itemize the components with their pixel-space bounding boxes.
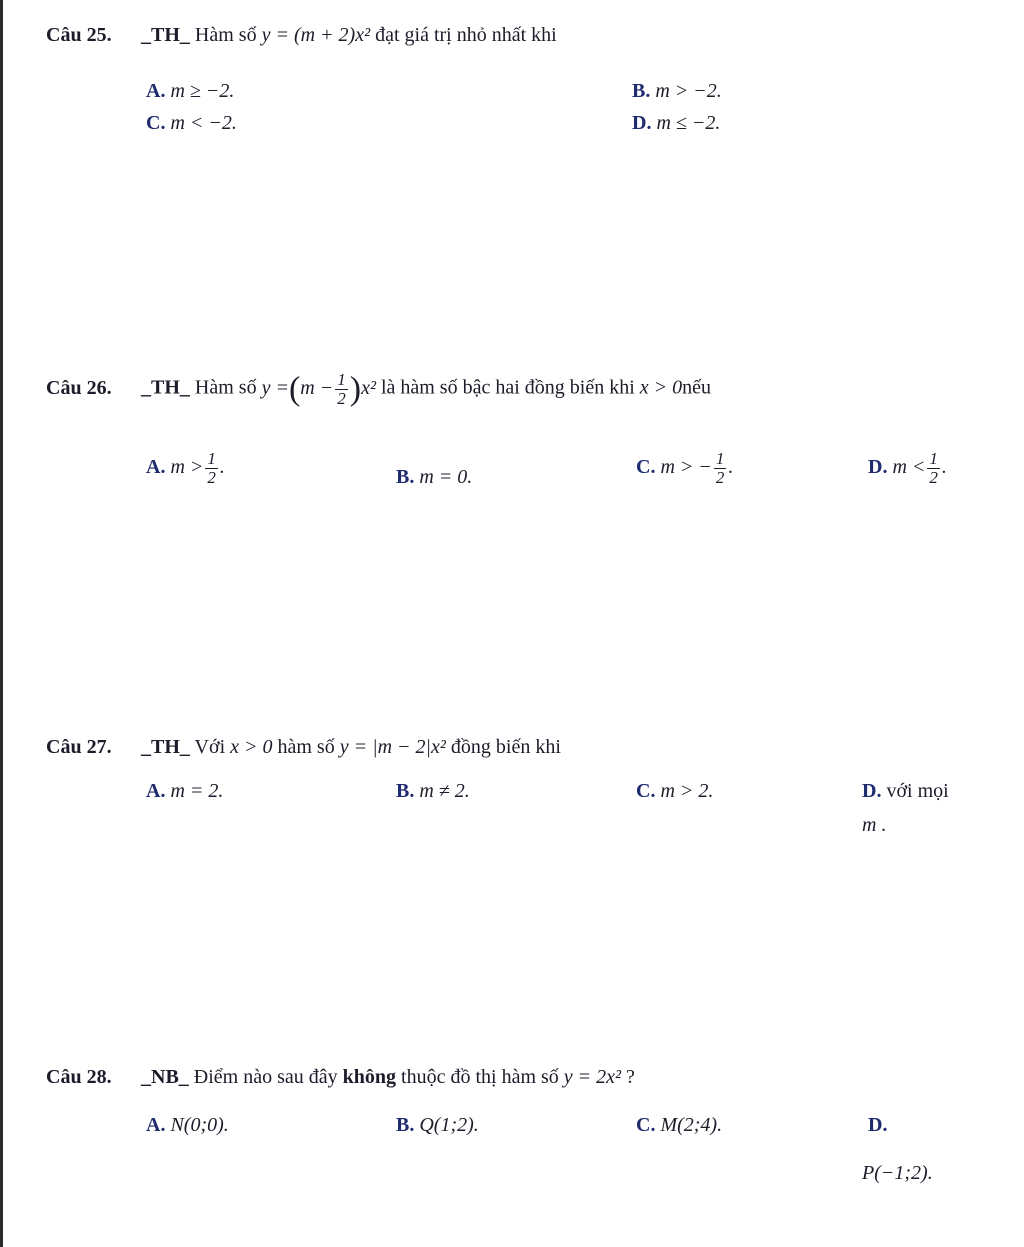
question-text: Hàm số <box>194 24 257 46</box>
question-text: Hàm số <box>194 376 257 399</box>
option-a[interactable]: A. N(0;0). <box>146 1114 229 1136</box>
condition: x > 0 <box>639 376 683 399</box>
formula: y = (m + 2)x² <box>261 24 371 46</box>
option-b[interactable]: B. m = 0. <box>396 466 473 488</box>
question-text: Điểm nào sau đây <box>193 1066 338 1088</box>
option-c[interactable]: C. m < −2. <box>146 112 237 134</box>
formula: y = 2x² <box>563 1066 622 1088</box>
question-tag: _TH_ <box>141 736 190 758</box>
question-number: Câu 25. <box>46 24 112 46</box>
question-text: là hàm số bậc hai đồng biến khi <box>380 376 635 399</box>
formula: y =(m − $\frac{1}{2}$ )x² <box>261 369 376 408</box>
question-25 <box>46 24 557 47</box>
question-text: thuộc đồ thị hàm số <box>401 1066 559 1088</box>
option-d[interactable]: D. m < $\frac{1}{2}$ . <box>868 449 947 487</box>
option-c[interactable]: C. m > − $\frac{1}{2}$ . <box>636 449 734 487</box>
question-number: Câu 27. <box>46 736 112 758</box>
option-b[interactable]: B. m > −2. <box>632 80 722 102</box>
question-tag: _TH_ <box>141 24 190 46</box>
question-26 <box>46 370 711 408</box>
option-d[interactable]: D. m ≤ −2. <box>632 112 721 134</box>
question-text: Với <box>194 736 226 758</box>
option-d-continuation: m . <box>862 814 887 836</box>
question-text: hàm số <box>277 736 335 758</box>
question-number: Câu 26. <box>46 376 112 399</box>
option-d[interactable]: D. với mọi <box>862 780 949 802</box>
option-b[interactable]: B. m ≠ 2. <box>396 780 470 802</box>
option-a[interactable]: A. m = 2. <box>146 780 224 802</box>
question-text: đồng biến khi <box>450 736 561 758</box>
option-d-value: P(−1;2). <box>862 1162 933 1184</box>
question-text: đạt giá trị nhỏ nhất khi <box>375 24 557 46</box>
question-tag: _NB_ <box>141 1066 189 1088</box>
question-number: Câu 28. <box>46 1066 112 1088</box>
question-text: nếu <box>682 376 712 399</box>
formula: y = |m − 2|x² <box>339 736 446 758</box>
option-c[interactable]: C. m > 2. <box>636 780 714 802</box>
condition: x > 0 <box>230 736 273 758</box>
question-28: Câu 28. _NB_ Điểm nào sau đây không thuộc đồ thị hàm số y = 2x² ? <box>46 1066 635 1088</box>
option-a[interactable]: A. m ≥ −2. <box>146 80 235 102</box>
option-d[interactable]: D. <box>868 1114 888 1136</box>
question-tag: _TH_ <box>141 376 190 399</box>
left-border <box>0 0 3 1247</box>
option-a[interactable]: A. m > $\frac{1}{2}$ . <box>146 449 225 487</box>
option-b[interactable]: B. Q(1;2). <box>396 1114 479 1136</box>
question-27 <box>46 736 561 759</box>
option-c[interactable]: C. M(2;4). <box>636 1114 723 1136</box>
emphasis-word: không <box>342 1066 397 1088</box>
